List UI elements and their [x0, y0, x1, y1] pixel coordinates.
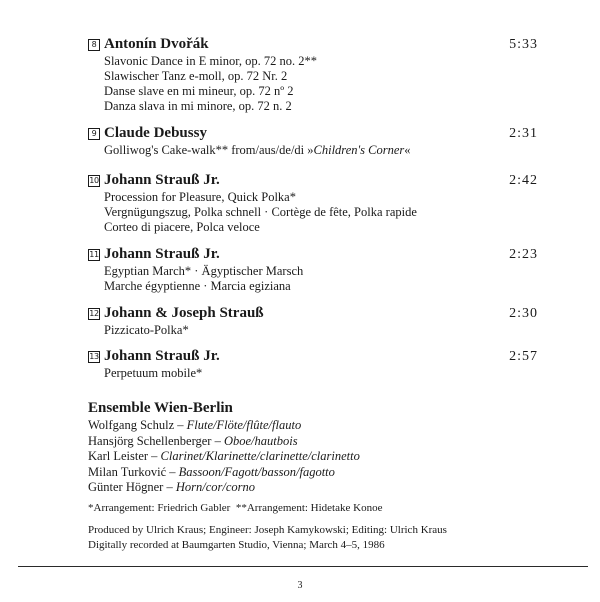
- composer-name: Johann & Joseph Strauß: [104, 305, 264, 321]
- title-line: Egyptian March* · Ägyptischer Marsch: [104, 264, 304, 278]
- track-number: 13: [89, 352, 99, 361]
- ensemble-member: [88, 465, 538, 481]
- track-header: [88, 170, 538, 190]
- work-title: Children's Corner: [313, 143, 405, 157]
- arrangement-note: *Arrangement: Friedrich Gabler: [88, 502, 231, 514]
- track-12: [88, 303, 538, 338]
- track-10: [88, 170, 538, 235]
- production-credits: [88, 523, 558, 553]
- composer-name: Johann Strauß Jr.: [104, 246, 220, 262]
- title-line: Slawischer Tanz e-moll, op. 72 Nr. 2: [104, 69, 288, 83]
- title-line: Danza slava in mi minore, op. 72 n. 2: [104, 99, 292, 113]
- composer-name: Johann Strauß Jr.: [104, 348, 220, 364]
- track-13: [88, 346, 538, 381]
- composer-name: Claude Debussy: [104, 125, 207, 141]
- title-line: [104, 143, 538, 158]
- track-8: [88, 34, 538, 114]
- track-titles: [104, 264, 538, 294]
- title-line: Marche égyptienne · Marcia egiziana: [104, 279, 291, 293]
- composer-name: Antonín Dvořák: [104, 36, 209, 52]
- title-line: Danse slave en mi mineur, op. 72 nº 2: [104, 84, 294, 98]
- track-duration: 5:33: [509, 37, 538, 52]
- member-name: Günter Högner –: [88, 480, 176, 494]
- track-titles: [104, 190, 538, 235]
- track-9: [88, 123, 538, 158]
- title-line: Corteo di piacere, Polca veloce: [104, 220, 260, 234]
- ensemble-member: [88, 434, 538, 450]
- track-header: [88, 346, 538, 366]
- track-number: 8: [88, 39, 100, 51]
- track-titles: [104, 143, 538, 158]
- title-line: Vergnügungszug, Polka schnell · Cortège de fête, Polka rapide: [104, 205, 417, 219]
- arrangement-notes: [88, 502, 548, 514]
- member-instrument: Bassoon/Fagott/basson/fagotto: [178, 464, 335, 479]
- recorded-line: Digitally recorded at Baumgarten Studio, Vienna; March 4–5, 1986: [88, 539, 385, 551]
- title-line: Perpetuum mobile*: [104, 366, 203, 380]
- track-number: 9: [88, 128, 100, 140]
- track-duration: 2:31: [509, 126, 538, 141]
- divider: [18, 566, 588, 567]
- member-name: Karl Leister –: [88, 449, 161, 463]
- ensemble-member: [88, 418, 538, 434]
- composer-name: Johann Strauß Jr.: [104, 172, 220, 188]
- page-number: 3: [297, 580, 303, 591]
- ensemble-title: Ensemble Wien-Berlin: [88, 400, 233, 416]
- track-duration: 2:30: [509, 306, 538, 321]
- title-line: Procession for Pleasure, Quick Polka*: [104, 190, 296, 204]
- member-instrument: Flute/Flöte/flûte/flauto: [186, 418, 302, 432]
- member-name: Milan Turković –: [88, 464, 179, 479]
- track-11: [88, 244, 538, 294]
- track-titles: [104, 323, 538, 338]
- member-instrument: Clarinet/Klarinette/clarinette/clarinetto: [160, 449, 360, 463]
- ensemble-member: [88, 480, 538, 496]
- track-header: [88, 123, 538, 143]
- track-number: 11: [89, 250, 99, 259]
- track-header: [88, 303, 538, 323]
- title-line: Pizzicato-Polka*: [104, 323, 189, 337]
- member-name: Wolfgang Schulz –: [88, 418, 187, 432]
- track-header: [88, 34, 538, 54]
- member-instrument: Oboe/hautbois: [223, 433, 298, 448]
- track-duration: 2:42: [509, 173, 538, 188]
- title-text: Golliwog's Cake-walk** from/aus/de/di »Children's Corner«: [104, 143, 411, 157]
- track-number: 12: [89, 309, 99, 318]
- member-instrument: Horn/cor/corno: [175, 480, 255, 494]
- track-duration: 2:57: [509, 349, 538, 364]
- track-titles: [104, 54, 538, 114]
- track-number: 10: [89, 176, 99, 185]
- member-name: Hansjörg Schellenberger –: [88, 433, 224, 448]
- track-duration: 2:23: [509, 247, 538, 262]
- ensemble-member: [88, 449, 538, 465]
- track-header: [88, 244, 538, 264]
- arrangement-note: **Arrangement: Hidetake Konoe: [235, 502, 383, 514]
- ensemble-section: [88, 398, 538, 496]
- track-titles: [104, 366, 538, 381]
- produced-line: Produced by Ulrich Kraus; Engineer: Joseph Kamykowski; Editing: Ulrich Kraus: [88, 524, 447, 536]
- title-line: Slavonic Dance in E minor, op. 72 no. 2**: [104, 54, 318, 68]
